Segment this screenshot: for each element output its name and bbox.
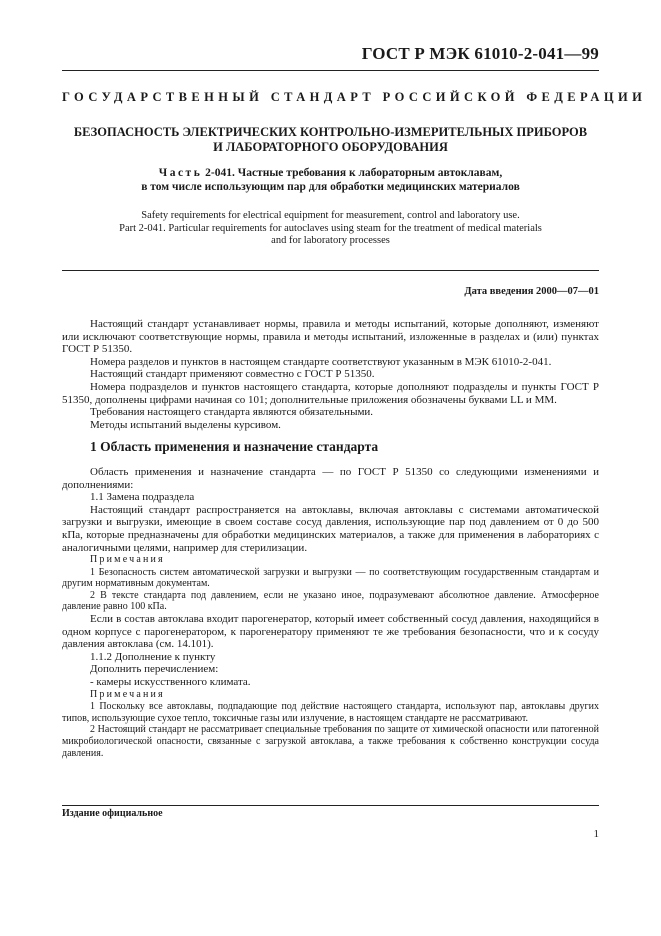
- subsection-1-1: 1.1 Замена подраздела: [90, 491, 195, 504]
- list-item: - камеры искусственного климата.: [90, 676, 251, 689]
- note-item: 1 Поскольку все автоклавы, подпадающие под действие настоящего стандарта, используют пар, автоклавы других типов, использующие сухое тепло, токсичные газы или излучение, в настоящем стандарте не рассматривают.: [62, 701, 599, 724]
- intro-paragraph: Настоящий стандарт применяют совместно с ГОСТ Р 51350.: [90, 368, 375, 381]
- page-number: 1: [593, 828, 599, 840]
- title-divider: [62, 270, 599, 271]
- introduction-date: Дата введения 2000—07—01: [464, 286, 599, 297]
- section-paragraph: Настоящий стандарт распространяется на автоклавы, включая автоклавы с системами автоматической загрузки и выгрузки, имеющие в своем составе сосуд давления, использующие пар под давлением от 0 до 500 кПа, которые предназначены для обработки медицинских материалов, а также для применения в лабораториях с аналогичными целями, например для стерилизации.: [62, 503, 599, 554]
- note-item: 1 Безопасность систем автоматической загрузки и выгрузки — по соответствующим государственным стандартам и другим нормативным документам.: [62, 566, 599, 590]
- section-paragraph: Если в состав автоклава входит парогенератор, который имеет собственный сосуд давления, находящийся в одном корпусе с парогенератором, к парогенератору применяют те же требования безопасности, что и к сосуду давления автоклава (см. 14.101).: [62, 613, 599, 651]
- english-title: [62, 210, 599, 248]
- english-title-line-2: Part 2-041. Particular requirements for autoclaves using steam for the treatment of medical materials: [119, 222, 542, 234]
- part-title: [62, 166, 599, 194]
- part-line-2: в том числе использующим пар для обработки медицинских материалов: [141, 181, 520, 193]
- subsection-1-1-2: 1.1.2 Дополнение к пункту: [90, 650, 216, 663]
- header-divider: [62, 70, 599, 71]
- intro-paragraph: Требования настоящего стандарта являются обязательными.: [90, 406, 374, 419]
- intro-paragraph: Номера разделов и пунктов в настоящем стандарте соответствуют указанным в МЭК 61010-2-041.: [90, 355, 552, 368]
- standard-code: ГОСТ Р МЭК 61010-2-041—99: [361, 44, 599, 63]
- document-body: [62, 318, 599, 759]
- document-title: [62, 125, 599, 155]
- intro-paragraph: Номера подразделов и пунктов настоящего стандарта, которые дополняют подразделы и пункты ГОСТ Р 51350, дополнены цифрами начиная со 101; дополнительные приложения обозначены буквами LL и MM.: [62, 380, 599, 406]
- official-edition-label: Издание официальное: [62, 808, 163, 819]
- section-paragraph: Дополнить перечислением:: [90, 663, 219, 676]
- intro-paragraph: Методы испытаний выделены курсивом.: [90, 418, 281, 431]
- footer-divider: [62, 805, 599, 806]
- part-line-1-text: 2-041. Частные требования к лабораторным автоклавам,: [205, 167, 503, 179]
- part-line-1: [62, 166, 599, 180]
- section-1-heading: 1 Область применения и назначение стандарта: [90, 439, 379, 455]
- english-title-line-1: Safety requirements for electrical equipment for measurement, control and laboratory use.: [141, 210, 520, 221]
- notes-heading: Примечания: [90, 688, 165, 700]
- note-item: 2 В тексте стандарта под давлением, если не указано иное, подразумевают абсолютное давление. Атмосферное давление равно 100 кПа.: [62, 589, 599, 613]
- intro-paragraph: Настоящий стандарт устанавливает нормы, правила и методы испытаний, которые дополняют, изменяют или исключают соответствующие нормы, правила и методы испытаний, изложенные в разделах и (или) пунктах ГОСТ Р 51350.: [62, 318, 599, 356]
- note-item: 2 Настоящий стандарт не рассматривает специальные требования по защите от химической опасности или патогенной микробиологической опасности, связанные с загрузкой автоклава, а также требования к собственно конструкции сосуда давления.: [62, 724, 599, 759]
- section-paragraph: Область применения и назначение стандарта — по ГОСТ Р 51350 со следующими изменениями и дополнениями:: [62, 465, 599, 491]
- part-label: Часть: [158, 167, 203, 179]
- notes-heading: Примечания: [90, 554, 165, 566]
- title-line-2: И ЛАБОРАТОРНОГО ОБОРУДОВАНИЯ: [213, 140, 448, 154]
- title-line-1: БЕЗОПАСНОСТЬ ЭЛЕКТРИЧЕСКИХ КОНТРОЛЬНО-ИЗМЕРИТЕЛЬНЫХ ПРИБОРОВ: [73, 125, 588, 139]
- state-standard-heading: ГОСУДАРСТВЕННЫЙ СТАНДАРТ РОССИЙСКОЙ ФЕДЕРАЦИИ: [62, 90, 647, 104]
- english-title-line-3: and for laboratory processes: [271, 235, 390, 246]
